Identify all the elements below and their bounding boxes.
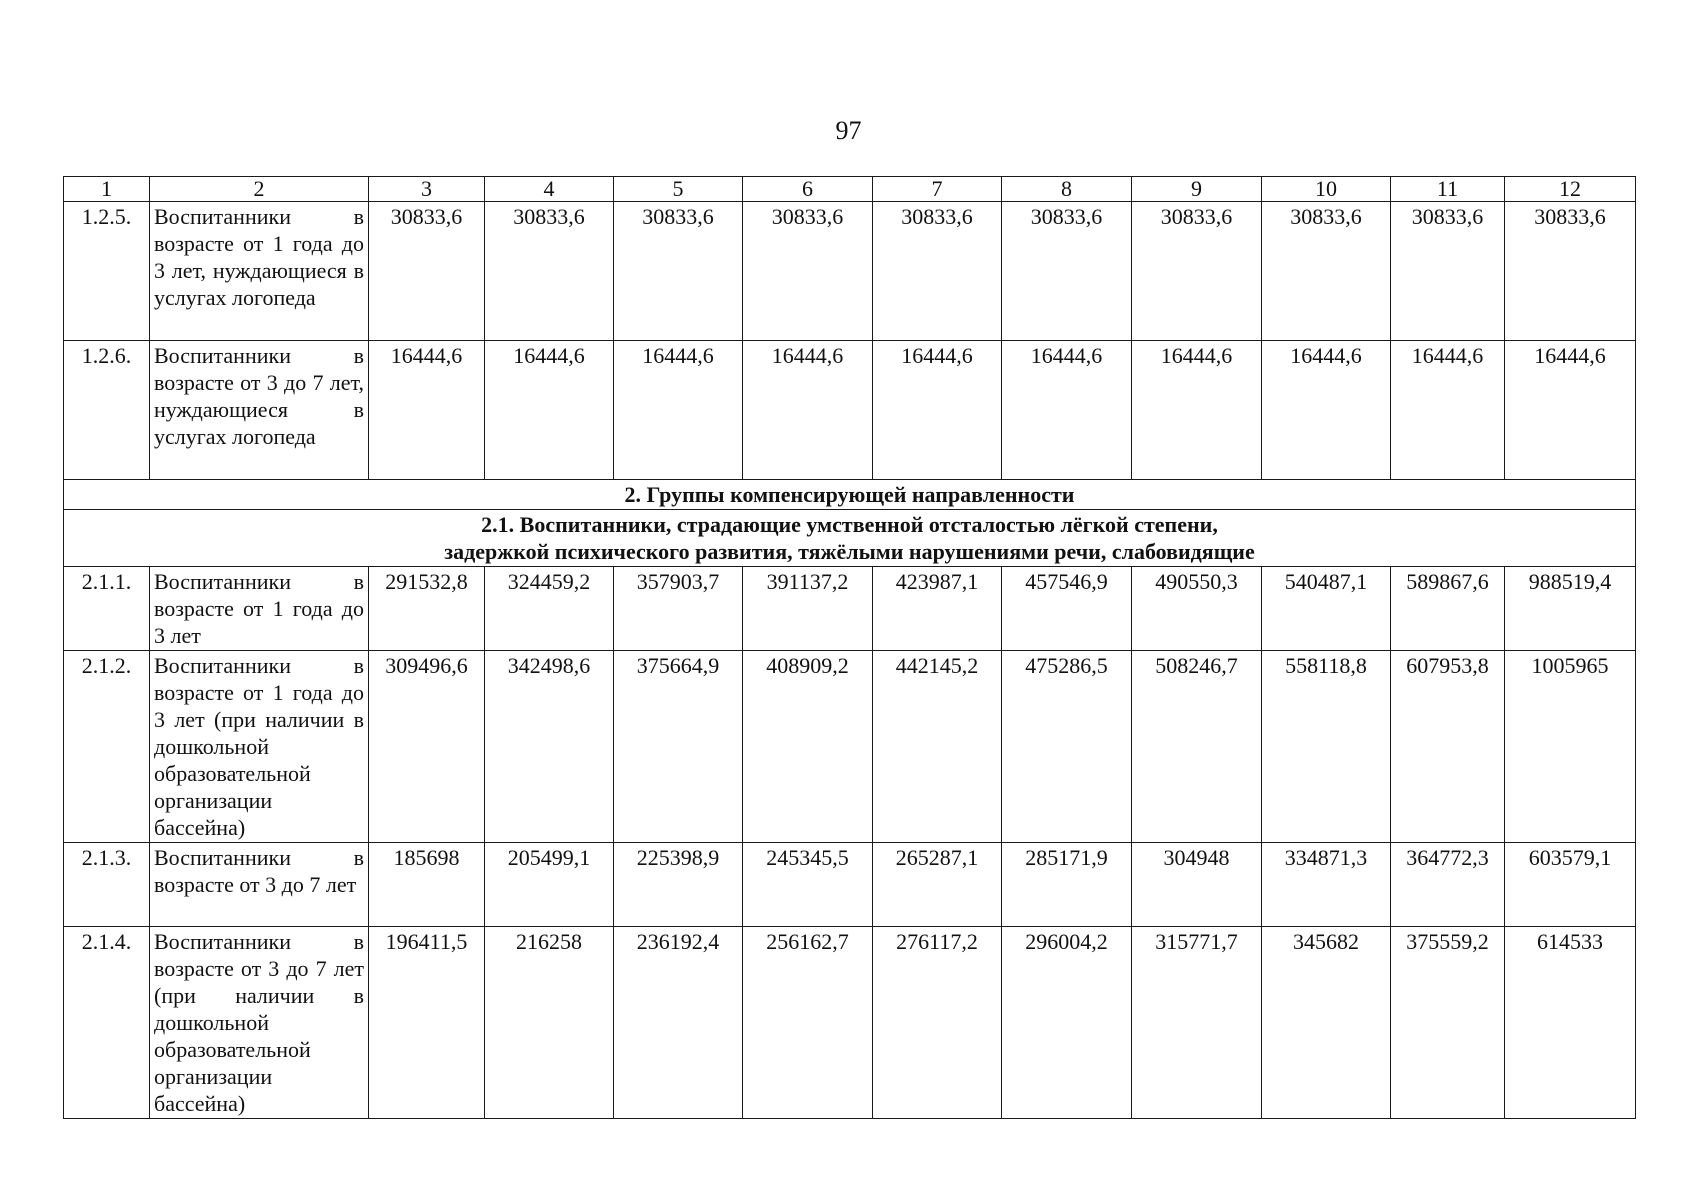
column-number: 12 xyxy=(1505,177,1636,202)
value-cell: 603579,1 xyxy=(1505,843,1636,927)
value-cell: 265287,1 xyxy=(873,843,1002,927)
row-description: Воспитанники в возрасте от 3 до 7 лет, нуждающиеся в услугах логопеда xyxy=(150,341,369,480)
column-number: 10 xyxy=(1262,177,1391,202)
table-row xyxy=(64,341,1636,480)
row-code: 2.1.4. xyxy=(64,927,150,1119)
value-cell: 30833,6 xyxy=(369,202,485,341)
column-number: 8 xyxy=(1002,177,1132,202)
column-number: 4 xyxy=(485,177,614,202)
value-cell: 256162,7 xyxy=(743,927,873,1119)
value-cell: 475286,5 xyxy=(1002,651,1132,843)
value-cell: 442145,2 xyxy=(873,651,1002,843)
row-code: 1.2.5. xyxy=(64,202,150,341)
value-cell: 30833,6 xyxy=(743,202,873,341)
value-cell: 540487,1 xyxy=(1262,567,1391,651)
value-cell: 185698 xyxy=(369,843,485,927)
value-cell: 614533 xyxy=(1505,927,1636,1119)
column-numbers-row xyxy=(64,177,1636,202)
value-cell: 16444,6 xyxy=(743,341,873,480)
value-cell: 558118,8 xyxy=(1262,651,1391,843)
value-cell: 16444,6 xyxy=(485,341,614,480)
column-number: 6 xyxy=(743,177,873,202)
value-cell: 16444,6 xyxy=(1262,341,1391,480)
value-cell: 324459,2 xyxy=(485,567,614,651)
value-cell: 375559,2 xyxy=(1391,927,1505,1119)
value-cell: 391137,2 xyxy=(743,567,873,651)
value-cell: 16444,6 xyxy=(1505,341,1636,480)
value-cell: 291532,8 xyxy=(369,567,485,651)
table-row xyxy=(64,927,1636,1119)
row-code: 2.1.3. xyxy=(64,843,150,927)
value-cell: 30833,6 xyxy=(873,202,1002,341)
value-cell: 236192,4 xyxy=(614,927,743,1119)
table-row xyxy=(64,202,1636,341)
subsection-title xyxy=(64,510,1636,567)
value-cell: 16444,6 xyxy=(873,341,1002,480)
column-number: 5 xyxy=(614,177,743,202)
value-cell: 30833,6 xyxy=(1391,202,1505,341)
value-cell: 607953,8 xyxy=(1391,651,1505,843)
value-cell: 30833,6 xyxy=(1132,202,1262,341)
page-number: 97 xyxy=(835,116,862,145)
value-cell: 334871,3 xyxy=(1262,843,1391,927)
value-cell: 30833,6 xyxy=(1505,202,1636,341)
row-description: Воспитанники в возрасте от 3 до 7 лет (при наличии в дошкольной образовательной организации бассейна) xyxy=(150,927,369,1119)
value-cell: 16444,6 xyxy=(1002,341,1132,480)
value-cell: 304948 xyxy=(1132,843,1262,927)
value-cell: 196411,5 xyxy=(369,927,485,1119)
table-row xyxy=(64,567,1636,651)
value-cell: 30833,6 xyxy=(1002,202,1132,341)
value-cell: 988519,4 xyxy=(1505,567,1636,651)
value-cell: 357903,7 xyxy=(614,567,743,651)
value-cell: 1005965 xyxy=(1505,651,1636,843)
value-cell: 345682 xyxy=(1262,927,1391,1119)
section-row xyxy=(64,480,1636,510)
column-number: 9 xyxy=(1132,177,1262,202)
value-cell: 245345,5 xyxy=(743,843,873,927)
subsection-row xyxy=(64,510,1636,567)
value-cell: 30833,6 xyxy=(614,202,743,341)
value-cell: 342498,6 xyxy=(485,651,614,843)
value-cell: 285171,9 xyxy=(1002,843,1132,927)
value-cell: 16444,6 xyxy=(1391,341,1505,480)
row-code: 2.1.2. xyxy=(64,651,150,843)
value-cell: 16444,6 xyxy=(1132,341,1262,480)
value-cell: 375664,9 xyxy=(614,651,743,843)
row-description: Воспитанники в возрасте от 1 года до 3 лет xyxy=(150,567,369,651)
value-cell: 16444,6 xyxy=(369,341,485,480)
value-cell: 315771,7 xyxy=(1132,927,1262,1119)
value-cell: 508246,7 xyxy=(1132,651,1262,843)
value-cell: 364772,3 xyxy=(1391,843,1505,927)
column-number: 1 xyxy=(64,177,150,202)
column-number: 2 xyxy=(150,177,369,202)
column-number: 3 xyxy=(369,177,485,202)
value-cell: 30833,6 xyxy=(1262,202,1391,341)
value-cell: 16444,6 xyxy=(614,341,743,480)
value-cell: 589867,6 xyxy=(1391,567,1505,651)
row-description: Воспитанники в возрасте от 1 года до 3 лет, нуждающиеся в услугах логопеда xyxy=(150,202,369,341)
value-cell: 457546,9 xyxy=(1002,567,1132,651)
value-cell: 490550,3 xyxy=(1132,567,1262,651)
row-description: Воспитанники в возрасте от 1 года до 3 лет (при наличии в дошкольной образовательной организации бассейна) xyxy=(150,651,369,843)
value-cell: 423987,1 xyxy=(873,567,1002,651)
value-cell: 205499,1 xyxy=(485,843,614,927)
row-code: 1.2.6. xyxy=(64,341,150,480)
tariff-table xyxy=(63,176,1636,1119)
value-cell: 30833,6 xyxy=(485,202,614,341)
table-row xyxy=(64,651,1636,843)
value-cell: 309496,6 xyxy=(369,651,485,843)
subsection-title-line-1: 2.1. Воспитанники, страдающие умственной отсталостью лёгкой степени, xyxy=(481,512,1218,537)
subsection-title-line-2: задержкой психического развития, тяжёлыми нарушениями речи, слабовидящие xyxy=(444,539,1255,564)
column-number: 7 xyxy=(873,177,1002,202)
value-cell: 225398,9 xyxy=(614,843,743,927)
row-code: 2.1.1. xyxy=(64,567,150,651)
value-cell: 408909,2 xyxy=(743,651,873,843)
value-cell: 276117,2 xyxy=(873,927,1002,1119)
value-cell: 296004,2 xyxy=(1002,927,1132,1119)
section-title: 2. Группы компенсирующей направленности xyxy=(64,480,1636,510)
row-description: Воспитанники в возрасте от 3 до 7 лет xyxy=(150,843,369,927)
value-cell: 216258 xyxy=(485,927,614,1119)
table-row xyxy=(64,843,1636,927)
column-number: 11 xyxy=(1391,177,1505,202)
